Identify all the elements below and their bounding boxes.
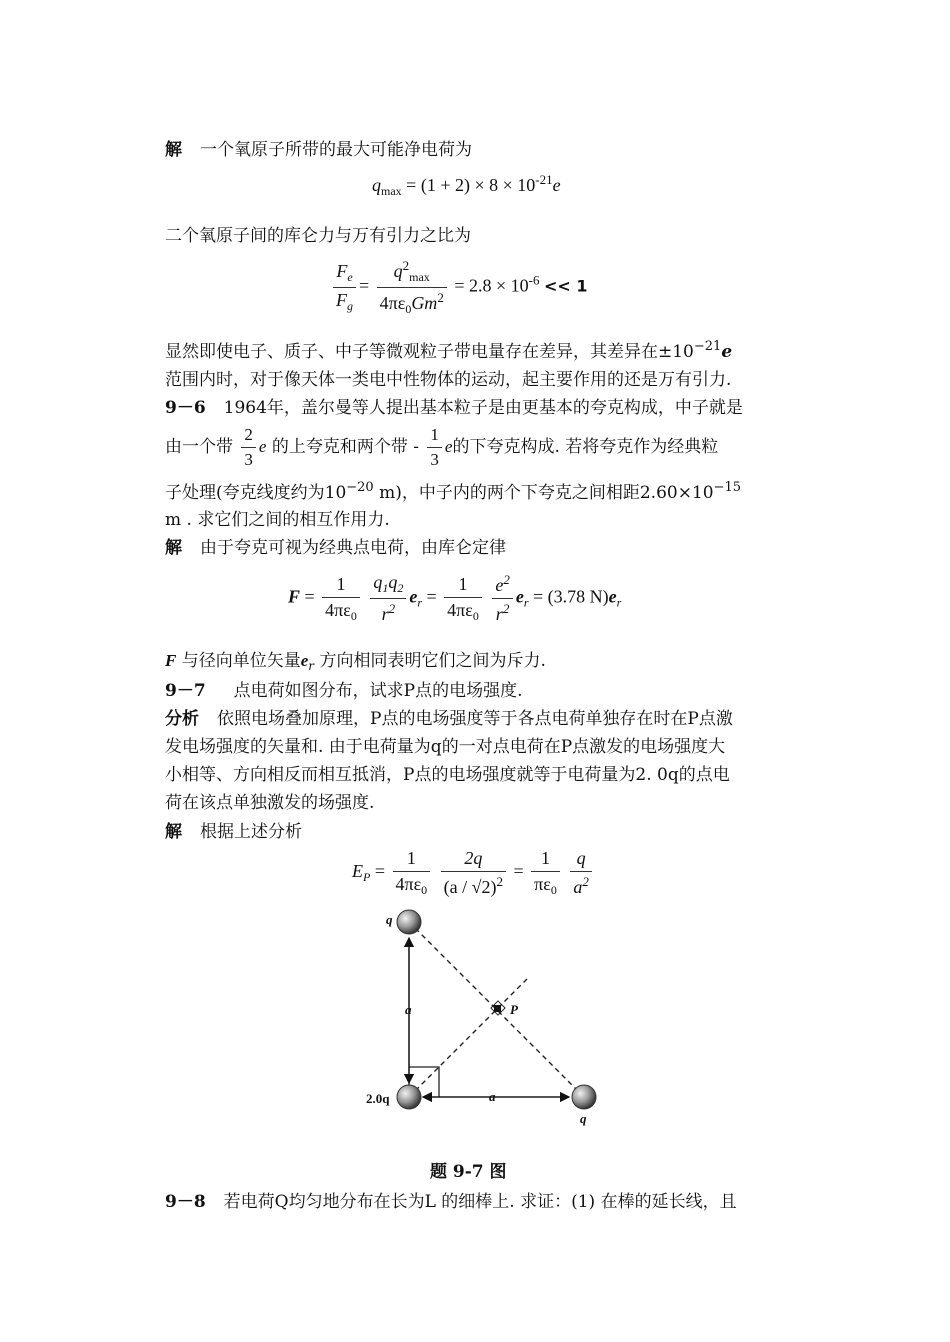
- problem-9-7-analysis-1: 分析 依照电场叠加原理，P点的电场强度等于各点电荷单独存在时在P点激: [165, 709, 733, 729]
- label-q-corner: 2.0q: [366, 1091, 390, 1106]
- equation-qmax: $q_{max} = (1 + 2) \times 8 \times 10^{-21}e$: [372, 172, 561, 198]
- solution-line-1: [165, 135, 472, 160]
- problem-9-6-solution: 解 由于夸克可视为经典点电荷，由库仑定律: [165, 538, 506, 558]
- equation-coulomb: F = $\frac{1}{4\pi\varepsilon_0}$ $\frac{q_1q_2}{r^2}$ $e_r$ = $\frac{1}{4\pi\varepsilon_0}$ $\frac{e^2}{r^2}$ $e_r = (3.78$ $N)e_r$: [288, 572, 622, 624]
- problem-9-6-line-3: 子处理(夸克线度约为$10^{-20}$ m)，中子内的两个下夸克之间相距$2.60\times 10^{-15}$: [165, 480, 742, 503]
- dashed-diagonal: [409, 979, 527, 1097]
- problem-9-6-line-1: 9－6 1964年，盖尔曼等人提出基本粒子是由更基本的夸克构成，中子就是: [165, 398, 743, 418]
- ratio-intro: 二个氧原子间的库仑力与万有引力之比为: [165, 226, 471, 246]
- label-a-horizontal: a: [489, 1089, 496, 1104]
- problem-9-7-solution: 解 根据上述分析: [165, 822, 302, 842]
- charge-corner: [397, 1085, 421, 1109]
- charge-figure: [355, 900, 615, 1130]
- label-q-top: q: [386, 912, 393, 927]
- label-a-vertical: a: [405, 1002, 412, 1017]
- problem-9-6-line-2: 由一个带 $\frac{2}{3}$ e 的上夸克和两个带 - $\frac{1}{3}$ e的下夸克构成. 若将夸克作为经典粒: [165, 425, 719, 469]
- problem-9-7-analysis-4: 荷在该点单独激发的场强度.: [165, 793, 375, 813]
- conclusion-line-2: 范围内时，对于像天体一类电中性物体的运动，起主要作用的还是万有引力.: [165, 370, 732, 390]
- problem-9-6-line-4: m . 求它们之间的相互作用力.: [165, 510, 390, 530]
- solution-label: 解: [165, 140, 182, 160]
- charge-top: [397, 910, 421, 934]
- equation-force-ratio: $\frac{F_e}{F_g}$ = $\frac{q^2_{max}}{4\pi\varepsilon_0Gm^2}$ = $2.8 \times 10^{-6} << 1$: [330, 258, 587, 317]
- problem-9-7-statement: 9－7 点电荷如图分布，试求P点的电场强度.: [165, 681, 523, 701]
- conclusion-line-1: 显然即使电子、质子、中子等微观粒子带电量存在差异，其差异在$\pm 10^{-21}e$: [165, 339, 733, 362]
- problem-9-8-statement: 9－8 若电荷Q均匀地分布在长为L 的细棒上. 求证：(1) 在棒的延长线，且: [165, 1192, 737, 1212]
- problem-9-7-analysis-2: 发电场强度的矢量和. 由于电荷量为q的一对点电荷在P点激发的电场强度大: [165, 737, 726, 757]
- equation-ep: $E_P$ = $\frac{1}{4\pi\varepsilon_0}$ $\frac{2q}{(a / √2)^2}$ = $\frac{1}{\pi\varepsilon_0}$ $\frac{q}{a^2}$: [352, 848, 595, 898]
- solution-text: 一个氧原子所带的最大可能净电荷为: [200, 140, 472, 160]
- problem-9-7-analysis-3: 小相等、方向相反而相互抵消，P点的电场强度就等于电荷量为2. 0q的点电: [165, 765, 730, 785]
- charge-right: [572, 1085, 596, 1109]
- p-point: [494, 1005, 501, 1012]
- problem-9-6-conclusion: F 与径向单位矢量$e_r$ 方向相同表明它们之间为斥力.: [165, 651, 546, 673]
- label-p: P: [510, 1002, 518, 1017]
- label-q-right: q: [580, 1111, 587, 1126]
- figure-caption: 题 9-7 图: [430, 1162, 507, 1182]
